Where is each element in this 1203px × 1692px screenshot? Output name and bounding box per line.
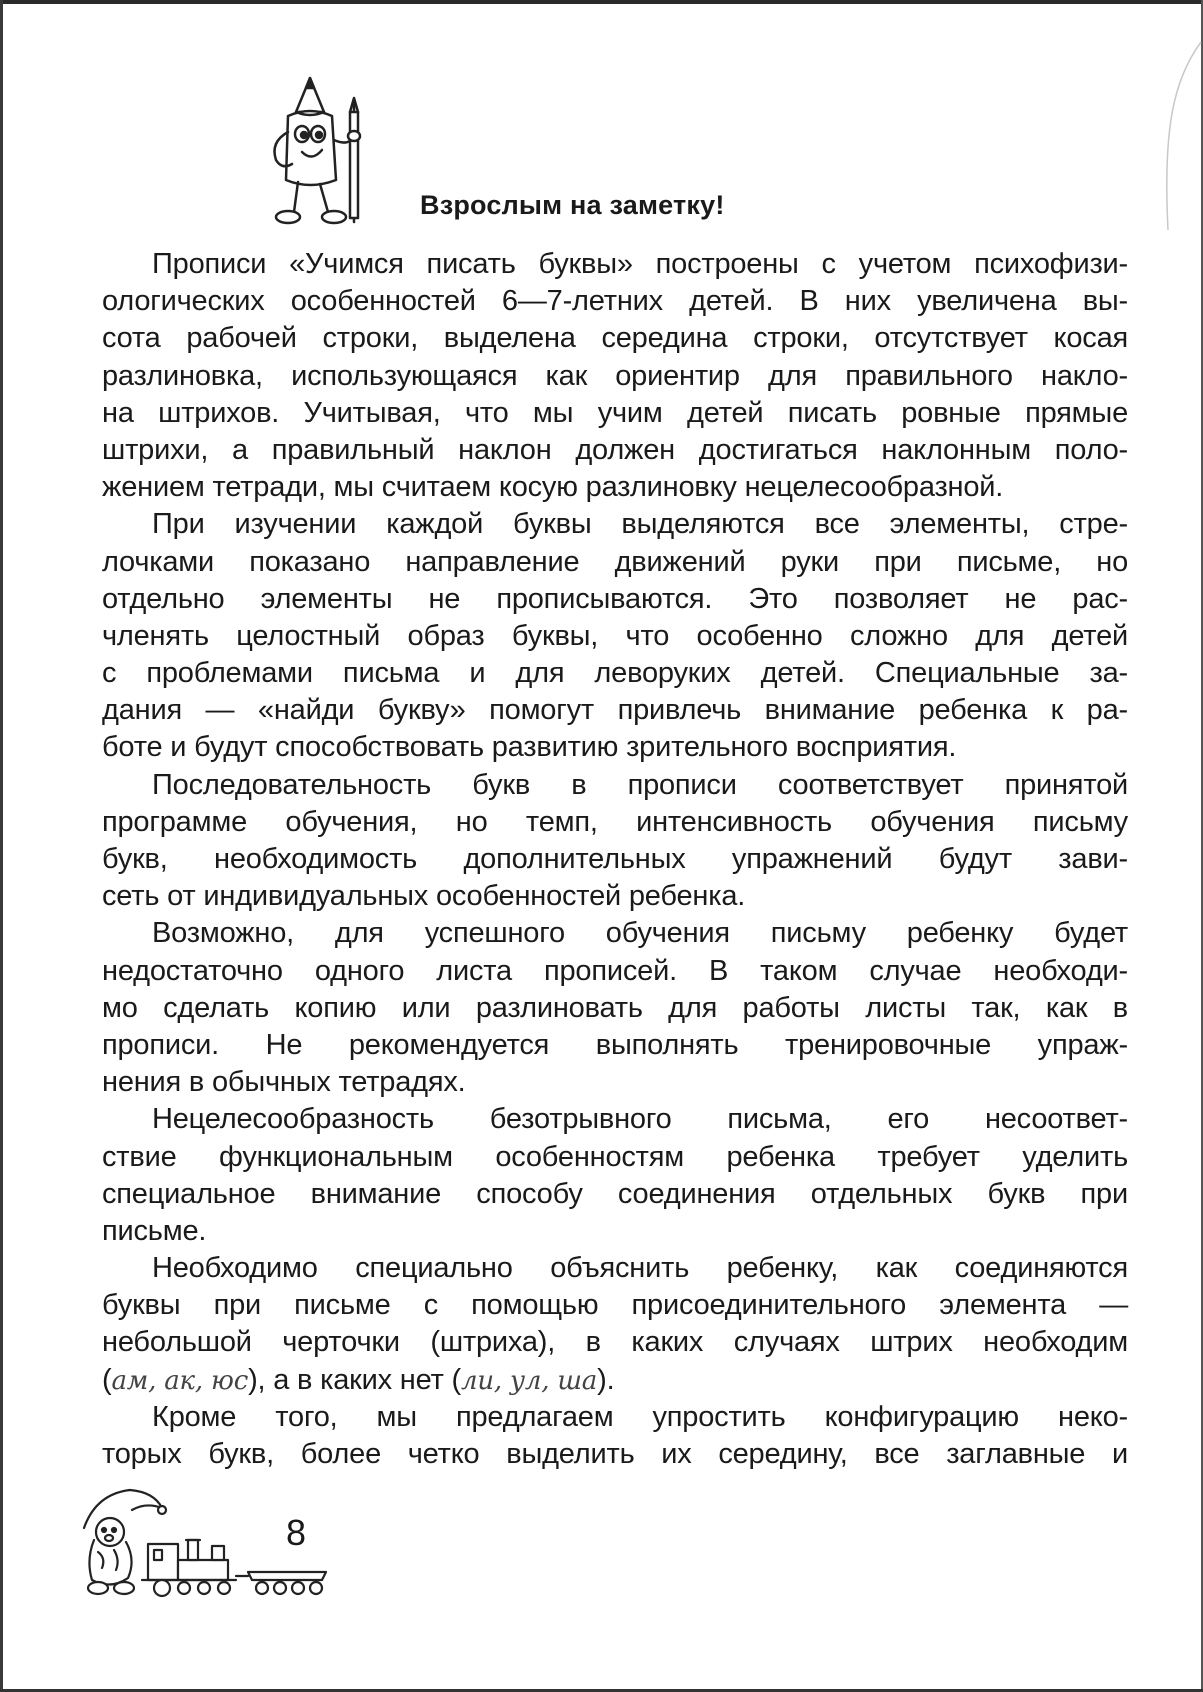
- text-line: программе обучения, но темп, интенсивность обучения письму: [102, 805, 1128, 838]
- paragraph-6: [102, 1250, 1128, 1399]
- text-line: ствие функциональным особенностям ребенка требует уделить: [102, 1140, 1128, 1173]
- text-line: Возможно, для успешного обучения письму ребенку будет: [152, 917, 1128, 950]
- text-line: букв, необходимость дополнительных упражнений будут зави-: [102, 843, 1128, 875]
- text-line: членять целостный образ буквы, что особенно сложно для детей: [102, 619, 1128, 652]
- paren-open: (: [102, 1363, 112, 1396]
- text-line: лочками показано направление движений руки при письме, но: [102, 545, 1128, 578]
- text-line: отдельно элементы не прописываются. Это позволяет не рас-: [102, 582, 1128, 615]
- text-line: специальное внимание способу соединения отдельных букв при: [102, 1177, 1128, 1210]
- paragraph-3: [102, 767, 1128, 916]
- page-heading: Взрослым на заметку!: [420, 190, 725, 220]
- text-line: Кроме того, мы предлагаем упростить конфигурацию неко-: [152, 1400, 1128, 1433]
- scan-edge-left: [0, 0, 3, 1692]
- text-line: недостаточно одного листа прописей. В таком случае необходи-: [102, 954, 1128, 987]
- text-line-with-script-examples: [102, 1362, 1128, 1399]
- paragraph-7: [102, 1399, 1128, 1473]
- text-line: боте и будут способствовать развитию зрительного восприятия.: [102, 731, 957, 764]
- page-number: 8: [286, 1512, 307, 1553]
- text-line: буквы при письме с помощью присоединительного элемента —: [102, 1289, 1128, 1322]
- text-line: жением тетради, мы считаем косую разлиновку нецелесообразной.: [102, 471, 1004, 504]
- text-line: прописи. Не рекомендуется выполнять тренировочные упраж-: [102, 1028, 1128, 1061]
- text-line: дания — «найди букву» помогут привлечь внимание ребенка к ра-: [102, 694, 1128, 727]
- paragraph-4: [102, 915, 1128, 1101]
- paragraph-5: [102, 1101, 1128, 1250]
- text-line: нения в обычных тетрадях.: [102, 1066, 466, 1099]
- text-line: письме.: [102, 1214, 207, 1247]
- text-line: Нецелесообразность безотрывного письма, его несоответ-: [152, 1103, 1128, 1136]
- text-line: штрихи, а правильный наклон должен достигаться наклонным поло-: [102, 433, 1128, 466]
- pencil-mascot-illustration: [258, 72, 388, 232]
- text-fragment: ), а в каких нет (: [248, 1363, 461, 1396]
- paragraph-2: [102, 506, 1128, 766]
- text-line: на штрихов. Учитывая, что мы учим детей писать ровные прямые: [102, 396, 1128, 429]
- text-line: Прописи «Учимся писать буквы» построены с учетом психофизи-: [152, 248, 1128, 280]
- paragraph-1: [102, 246, 1128, 506]
- text-line: ологических особенностей 6—7-летних детей. В них увеличена вы-: [102, 285, 1128, 318]
- text-line: с проблемами письма и для леворуких детей. Специальные за-: [102, 657, 1128, 690]
- paren-close: ).: [597, 1363, 615, 1396]
- text-line: сота рабочей строки, выделена середина строки, отсутствует косая: [102, 322, 1128, 355]
- text-line: торых букв, более четко выделить их середину, все заглавные и: [102, 1438, 1128, 1470]
- page-curl-shadow: [1143, 40, 1203, 240]
- script-example-without-stroke: ли, ул, ша: [460, 1365, 598, 1396]
- text-line: разлиновка, использующаяся как ориентир для правильного накло-: [102, 359, 1128, 392]
- text-line: мо сделать копию или разлиновать для работы листы так, как в: [102, 991, 1128, 1024]
- script-example-with-stroke: ам, ак, юс: [111, 1365, 249, 1396]
- scan-edge-top: [0, 0, 1203, 4]
- text-line: сеть от индивидуальных особенностей ребенка.: [102, 880, 746, 913]
- body-text: [102, 246, 1128, 1473]
- text-line: При изучении каждой буквы выделяются все элементы, стре-: [152, 508, 1128, 541]
- text-line: Необходимо специально объяснить ребенку, как соединяются: [152, 1252, 1128, 1285]
- gnome-train-illustration: [76, 1480, 356, 1610]
- text-line: небольшой черточки (штриха), в каких случаях штрих необходим: [102, 1326, 1128, 1359]
- text-line: Последовательность букв в прописи соответствует принятой: [152, 768, 1128, 801]
